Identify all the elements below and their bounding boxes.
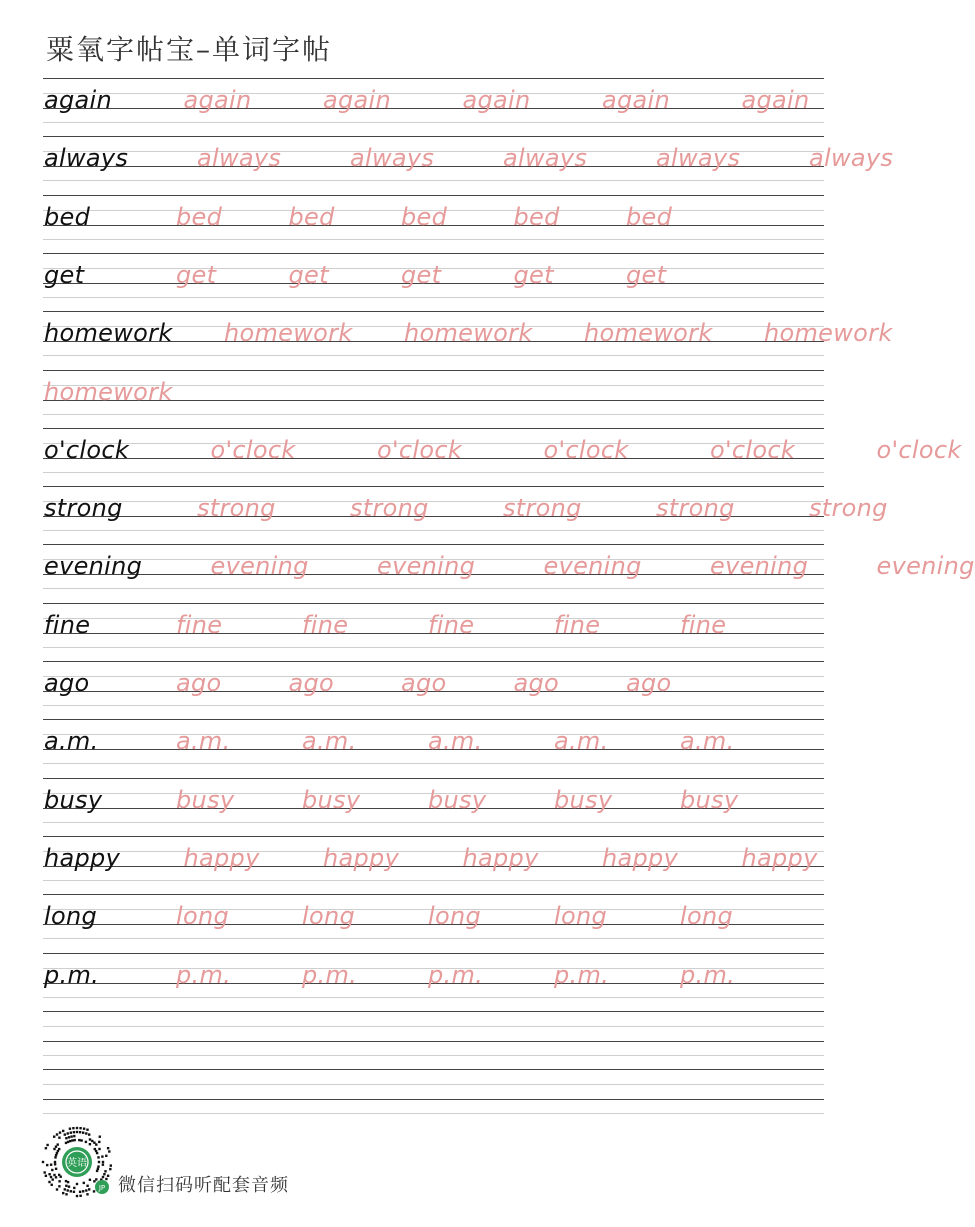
guide-rule xyxy=(43,122,824,123)
practice-row xyxy=(43,544,975,588)
source-word: a.m. xyxy=(44,727,99,756)
guide-rule xyxy=(43,544,824,545)
trace-word: always xyxy=(503,144,588,173)
practice-row xyxy=(43,486,888,530)
trace-word: fine xyxy=(680,610,727,639)
guide-rule xyxy=(43,472,824,473)
guide-rule xyxy=(43,953,824,954)
guide-rule xyxy=(43,880,824,881)
trace-word: o'clock xyxy=(876,435,962,464)
trace-word: p.m. xyxy=(428,960,484,989)
trace-word: strong xyxy=(809,494,888,523)
trace-word: homework xyxy=(224,319,353,348)
row-words xyxy=(43,83,824,117)
source-word: always xyxy=(44,144,129,173)
guide-rule xyxy=(43,136,824,137)
source-word: get xyxy=(44,260,85,289)
practice-row xyxy=(43,953,824,997)
guide-rule xyxy=(43,1069,824,1070)
footer-caption: 微信扫码听配套音频 xyxy=(118,1175,289,1196)
row-words xyxy=(43,375,824,409)
guide-rule xyxy=(43,530,824,531)
guide-rule xyxy=(43,486,824,487)
guide-rule xyxy=(43,997,824,998)
trace-word: a.m. xyxy=(428,727,483,756)
guide-rule xyxy=(43,180,824,181)
trace-word: strong xyxy=(656,494,735,523)
practice-row xyxy=(43,894,824,938)
source-word: fine xyxy=(44,610,91,639)
guide-rule xyxy=(43,253,824,254)
trace-word: always xyxy=(197,144,282,173)
trace-word: get xyxy=(513,260,554,289)
trace-word: homework xyxy=(764,319,893,348)
trace-word: get xyxy=(288,260,329,289)
source-word: busy xyxy=(44,785,103,814)
guide-rule xyxy=(43,705,824,706)
qr-code-icon[interactable] xyxy=(42,1127,112,1197)
guide-rule xyxy=(43,836,824,837)
trace-word: a.m. xyxy=(554,727,609,756)
guide-rule xyxy=(43,355,824,356)
guide-rule xyxy=(43,370,824,371)
trace-word: ago xyxy=(513,669,560,697)
trace-word: long xyxy=(554,902,607,931)
guide-rule xyxy=(43,894,824,895)
practice-row xyxy=(43,428,962,472)
trace-word: happy xyxy=(183,843,260,872)
trace-word: o'clock xyxy=(377,435,463,464)
trace-word: busy xyxy=(680,785,739,814)
source-word: again xyxy=(44,86,113,114)
row-words xyxy=(43,258,824,292)
trace-word: bed xyxy=(626,202,673,231)
trace-word: bed xyxy=(513,202,560,231)
trace-word: busy xyxy=(428,785,487,814)
trace-word: again xyxy=(741,86,810,114)
row-words xyxy=(43,316,893,350)
trace-word: a.m. xyxy=(302,727,357,756)
guide-rule xyxy=(43,1055,824,1056)
trace-word: long xyxy=(176,902,229,931)
row-words xyxy=(43,783,824,817)
source-word: bed xyxy=(44,202,91,231)
guide-rule xyxy=(43,239,824,240)
practice-row xyxy=(43,1069,824,1113)
trace-word: busy xyxy=(554,785,613,814)
row-words xyxy=(43,724,824,758)
guide-rule xyxy=(43,938,824,939)
practice-row xyxy=(43,78,824,122)
trace-word: happy xyxy=(602,843,679,872)
trace-word: long xyxy=(302,902,355,931)
practice-row xyxy=(43,370,824,414)
trace-word: happy xyxy=(741,843,818,872)
source-word: ago xyxy=(44,669,90,697)
row-words xyxy=(43,141,894,175)
source-word: p.m. xyxy=(44,960,100,989)
row-words xyxy=(43,433,962,467)
trace-word: p.m. xyxy=(680,960,736,989)
trace-word: get xyxy=(176,260,217,289)
guide-rule xyxy=(43,778,824,779)
trace-word: again xyxy=(602,86,671,114)
guide-rule xyxy=(43,719,824,720)
trace-word: get xyxy=(626,260,667,289)
guide-rule xyxy=(43,428,824,429)
guide-rule xyxy=(43,311,824,312)
trace-word: always xyxy=(809,144,894,173)
row-words xyxy=(43,666,824,700)
trace-word: homework xyxy=(44,377,173,406)
trace-word: get xyxy=(401,260,442,289)
row-words xyxy=(43,491,888,525)
source-word: o'clock xyxy=(44,435,130,464)
trace-word: a.m. xyxy=(680,727,735,756)
qr-corner-label: JP xyxy=(98,1184,106,1192)
trace-word: fine xyxy=(176,610,223,639)
trace-word: evening xyxy=(710,552,809,581)
footer xyxy=(42,1127,362,1202)
practice-sheet xyxy=(43,78,975,1115)
trace-word: ago xyxy=(626,669,672,697)
guide-rule xyxy=(43,195,824,196)
trace-word: bed xyxy=(176,202,223,231)
trace-word: ago xyxy=(288,669,335,697)
source-word: strong xyxy=(44,494,123,523)
trace-word: p.m. xyxy=(302,960,358,989)
source-word: happy xyxy=(44,843,121,872)
practice-row xyxy=(43,778,824,822)
trace-word: strong xyxy=(197,494,276,523)
trace-word: happy xyxy=(323,843,400,872)
row-words xyxy=(43,899,824,933)
trace-word: homework xyxy=(584,319,713,348)
trace-word: o'clock xyxy=(543,435,629,464)
practice-row xyxy=(43,311,893,355)
row-words xyxy=(43,549,975,583)
trace-word: happy xyxy=(462,843,539,872)
guide-rule xyxy=(43,297,824,298)
source-word: homework xyxy=(44,319,173,348)
trace-word: bed xyxy=(401,202,448,231)
trace-word: long xyxy=(680,902,733,931)
trace-word: long xyxy=(428,902,481,931)
guide-rule xyxy=(43,661,824,662)
trace-word: evening xyxy=(377,552,476,581)
trace-word: fine xyxy=(302,610,349,639)
trace-word: again xyxy=(323,86,392,114)
row-words xyxy=(43,608,824,642)
trace-word: strong xyxy=(503,494,582,523)
trace-word: busy xyxy=(176,785,235,814)
trace-word: evening xyxy=(210,552,309,581)
qr-badge-label: 英语 xyxy=(67,1158,87,1169)
guide-rule xyxy=(43,1113,824,1114)
guide-rule xyxy=(43,588,824,589)
practice-row xyxy=(43,253,824,297)
trace-word: always xyxy=(656,144,741,173)
row-words xyxy=(43,200,824,234)
practice-row xyxy=(43,1011,824,1055)
trace-word: again xyxy=(183,86,252,114)
trace-word: evening xyxy=(543,552,642,581)
trace-word: a.m. xyxy=(176,727,231,756)
row-words xyxy=(43,1016,824,1050)
trace-word: ago xyxy=(176,669,222,697)
guide-rule xyxy=(43,414,824,415)
row-words xyxy=(43,958,824,992)
practice-row xyxy=(43,136,894,180)
practice-row xyxy=(43,836,824,880)
source-word: long xyxy=(44,902,97,931)
guide-rule xyxy=(43,603,824,604)
source-word: evening xyxy=(44,552,143,581)
trace-word: o'clock xyxy=(210,435,296,464)
row-words xyxy=(43,1074,824,1108)
practice-row xyxy=(43,603,824,647)
practice-row xyxy=(43,195,824,239)
practice-row xyxy=(43,661,824,705)
trace-word: p.m. xyxy=(176,960,232,989)
practice-row xyxy=(43,719,824,763)
guide-rule xyxy=(43,763,824,764)
trace-word: fine xyxy=(428,610,475,639)
guide-rule xyxy=(43,1011,824,1012)
trace-word: bed xyxy=(288,202,335,231)
trace-word: again xyxy=(462,86,531,114)
row-words xyxy=(43,841,824,875)
guide-rule xyxy=(43,822,824,823)
trace-word: evening xyxy=(876,552,975,581)
trace-word: p.m. xyxy=(554,960,610,989)
trace-word: strong xyxy=(350,494,429,523)
guide-rule xyxy=(43,78,824,79)
trace-word: o'clock xyxy=(710,435,796,464)
guide-rule xyxy=(43,647,824,648)
trace-word: always xyxy=(350,144,435,173)
trace-word: ago xyxy=(401,669,447,697)
page-title: 粟氧字帖宝–单词字帖 xyxy=(46,33,333,66)
trace-word: homework xyxy=(404,319,533,348)
trace-word: fine xyxy=(554,610,601,639)
trace-word: busy xyxy=(302,785,361,814)
